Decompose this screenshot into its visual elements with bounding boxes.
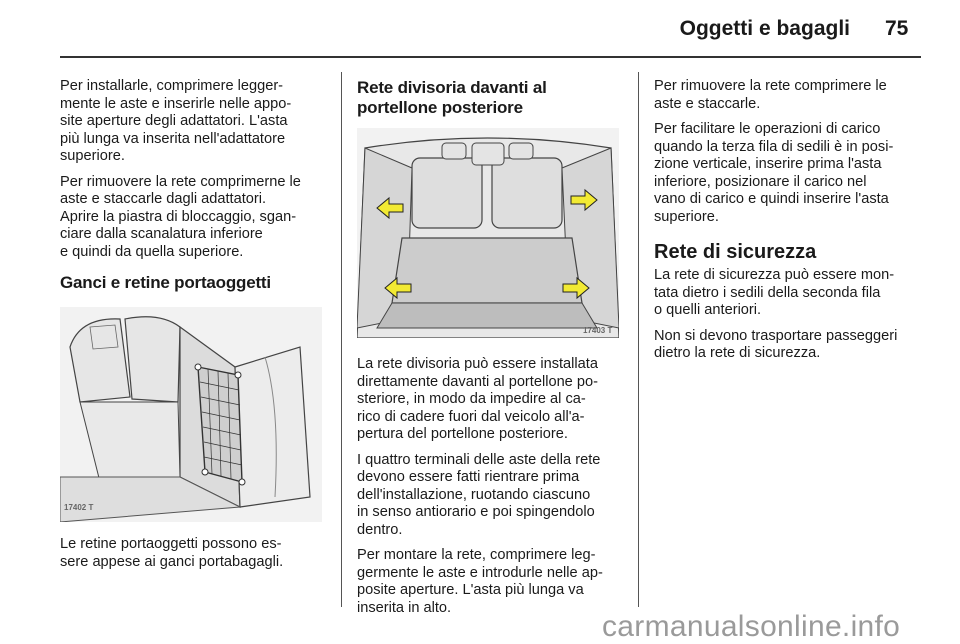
paragraph: Per facilitare le operazioni di carico quando la terza fila di sedili è in posi- zione verticale, inserire prima l'asta inferiore, posizionare il carico nel vano di carico e quindi inserire l'asta superiore.	[654, 121, 894, 225]
section-heading: Rete di sicurezza	[654, 241, 817, 263]
watermark: carmanualsonline.info	[602, 610, 901, 643]
figure-storage-net	[60, 307, 322, 522]
page-number: 75	[885, 17, 909, 40]
column-3	[654, 78, 924, 371]
column-1	[60, 78, 330, 579]
column-divider-1	[341, 72, 342, 607]
paragraph: Per rimuovere la rete comprimere le aste e staccarle.	[654, 78, 887, 112]
column-divider-2	[638, 72, 639, 607]
paragraph: Per installarle, comprimere legger- mente le aste e inserirle nelle appo- site aperture degli adattatori. L'asta più lunga va inserita nell'adattatore superiore.	[60, 78, 292, 164]
section-heading: Rete divisoria davanti al portellone posteriore	[357, 78, 547, 117]
paragraph: La rete divisoria può essere installata direttamente davanti al portellone po- steriore, in modo da impedire al ca- rico di cadere fuori dal veicolo all'a- pertura del portellone posteriore.	[357, 356, 598, 442]
column-2	[357, 78, 627, 625]
paragraph: Per montare la rete, comprimere leg- germente le aste e introdurle nelle ap- posite aperture. L'asta più lunga va inserita in alto.	[357, 547, 603, 616]
paragraph: Per rimuovere la rete comprimerne le aste e staccarle dagli adattatori. Aprire la piastra di bloccaggio, sgan- ciare dalla scanalatura inferiore e quindi da quella superiore.	[60, 173, 301, 260]
paragraph: Non si devono trasportare passeggeri dietro la rete di sicurezza.	[654, 327, 898, 361]
page-title: Oggetti e bagagli	[679, 17, 850, 40]
paragraph: Le retine portaoggetti possono es- sere appese ai ganci portabagagli.	[60, 536, 284, 570]
storage-net-illustration	[60, 307, 322, 522]
paragraph: I quattro terminali delle aste della rete devono essere fatti rientrare prima dell'installazione, ruotando ciascuno in senso antiorario e poi spingendolo dentro.	[357, 451, 601, 538]
figure-partition-net	[357, 128, 619, 338]
figure-label: 17403 T	[583, 326, 613, 335]
header-divider	[60, 56, 921, 58]
section-heading: Ganci e retine portaoggetti	[60, 273, 271, 292]
paragraph: La rete di sicurezza può essere mon- tata dietro i sedili della seconda fila o quelli anteriori.	[654, 267, 895, 318]
figure-label: 17402 T	[64, 503, 94, 512]
partition-net-illustration	[357, 128, 619, 338]
